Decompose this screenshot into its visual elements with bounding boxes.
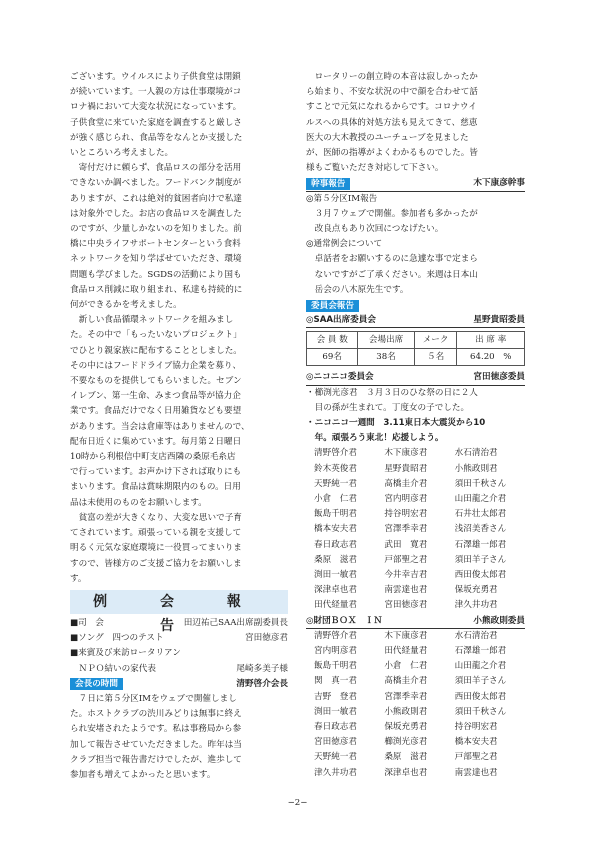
member-name: 津久井功君 [314, 767, 357, 778]
niconico-item-line: 目の孫が生まれて。丁度女の子でした。 [314, 402, 470, 413]
president-time-text [70, 692, 288, 783]
member-name: 戸部聖之君 [384, 554, 428, 565]
member-name: 須田羊子さん [454, 554, 507, 565]
member-name: 石井壮太郎君 [454, 509, 507, 520]
niconico-committee-member: 宮田徳彦委員 [473, 372, 525, 383]
text-line: クラブ担当で報告書だけでしたが、進歩して [70, 754, 242, 765]
member-name: 宮澤季幸君 [384, 691, 428, 702]
member-name: 春日政志君 [314, 722, 357, 733]
attendance-value-row [307, 349, 525, 366]
member-name: 清野啓介君 [314, 630, 357, 641]
secretary-report-header [306, 176, 525, 191]
president-name: 清野啓介会長 [236, 678, 288, 689]
text-line: ら始まり、不安な状況の中で顔を合わせて話 [306, 87, 478, 98]
text-line: ７日に第５分区IMをウェブで開催しまし [78, 693, 237, 704]
right-column [306, 70, 525, 781]
member-name: 小熊政則君 [454, 463, 498, 474]
president-time-header [70, 677, 288, 692]
member-name: 髙橋圭介君 [384, 676, 428, 687]
member-name: 深津卓也君 [314, 585, 357, 596]
member-name: 浅沼美香さん [454, 524, 507, 535]
text-line: 子供食堂に来ていた家庭を調査すると厳しさ [70, 117, 242, 128]
member-name: 石澤雄一郎君 [454, 646, 507, 657]
member-name: 橋本安夫君 [314, 524, 357, 535]
text-line: ロータリーの創立時の本音は寂しかったか [314, 72, 478, 82]
saa-committee-member: 星野貴昭委員 [473, 315, 525, 326]
member-name: 清野啓介君 [314, 448, 357, 459]
text-line: のですが、少量しかないのを知りました。前 [70, 224, 242, 235]
secretary-item: ないですがご了承ください。来週は日本山 [314, 269, 478, 280]
text-line: ルスへの具体的対処方法も見えてきて、慈恵 [306, 117, 478, 128]
text-line: 新しい食品循環ネットワークを組みまし [78, 315, 234, 326]
member-name: 南雲達也君 [454, 767, 498, 778]
member-name: 鈴木英俊君 [314, 463, 357, 474]
member-name: 石澤雄一郎君 [454, 539, 507, 550]
meeting-row-label: ■ソング 四つのテスト [70, 633, 164, 644]
member-name: 髙橋圭介君 [384, 478, 428, 489]
foundation-box-title: ◎財団ＢＯＸ ＩＮ [306, 615, 383, 626]
meeting-row [70, 646, 288, 661]
text-line: ネットワークを知り学ばせていただき、環境 [70, 254, 242, 265]
member-name: 星野貴昭君 [384, 463, 428, 474]
member-name: 桑原 滋君 [314, 554, 357, 565]
secretary-item: ◎通常例会について [306, 239, 383, 250]
member-name: 山田龍之介君 [454, 661, 507, 672]
text-line: 何ができるかを考えました。 [70, 300, 182, 311]
member-name: 天野純一君 [314, 752, 357, 763]
text-line: 配布日近くに集めています。毎月第２日曜日 [70, 436, 242, 447]
member-name: 渕田一敏君 [314, 570, 357, 581]
member-name: 須田千秋さん [454, 478, 507, 489]
text-line: があります。当会は倉庫等はありませんので、 [70, 421, 250, 432]
niconico-names-grid [306, 446, 525, 613]
right-intro-paragraph [306, 70, 525, 176]
member-name: 持谷明宏君 [384, 509, 428, 520]
text-line: 医大の大木教授のユーチューブを見ました [306, 132, 469, 143]
food-loss-paragraph [70, 161, 288, 313]
niconico-item-line: ・櫛渕光彦君 ３月３日のひな祭の日に２人 [306, 387, 478, 398]
member-name: 宮内明彦君 [314, 646, 357, 657]
text-line: は対象外でした。お店の食品ロスを調査した [70, 208, 242, 219]
committee-report-header [306, 298, 525, 313]
member-name: 宮田徳彦君 [314, 737, 357, 748]
attendance-header-cell: 会 員 数 [307, 332, 358, 349]
member-name: 小倉 仁君 [384, 661, 428, 672]
text-line: で行っています。お声かけ下されば取りにも [70, 467, 242, 478]
text-line: 不要なものを提供してもらいました。セブン [70, 376, 242, 387]
niconico-week-line: ・ニコニコ一週間 3.11東日本大震災から10 [306, 418, 486, 428]
secretary-item: ◎第５分区IM報告 [306, 193, 378, 204]
member-name: 櫛渕光彦君 [384, 737, 428, 748]
member-name: 宮田徳彦君 [384, 600, 428, 611]
reikai-heading: 例 会 報 告 [70, 590, 288, 614]
secretary-item: 岳会の八木原先生です。 [314, 284, 409, 295]
member-name: 宮澤季幸君 [384, 524, 428, 535]
member-name: 春日政志君 [314, 539, 357, 550]
secretary-report-text [306, 192, 525, 298]
text-line: 加して報告させていただきました。昨年は当 [70, 739, 242, 750]
member-name: 持谷明宏君 [454, 722, 498, 733]
member-name: 保坂充勇君 [384, 722, 428, 733]
member-name: 西田俊太郎君 [454, 570, 507, 581]
secretary-name: 木下康彦幹事 [473, 177, 525, 188]
member-name: 飯島千明君 [314, 661, 357, 672]
text-line: まいります。食品は賞味期限内のもの。日用 [70, 482, 241, 493]
member-name: 小熊政則君 [384, 706, 428, 717]
member-name: 桑原 滋君 [384, 752, 428, 763]
member-name: 西田俊太郎君 [454, 691, 507, 702]
text-line: 10時から利根信中町支店西隣の桑原毛糸店 [70, 452, 236, 463]
niconico-items [306, 386, 525, 416]
text-line: 品は未使用のものをお願いします。 [70, 497, 207, 508]
member-name: 山田龍之介君 [454, 494, 507, 505]
attendance-value-cell: 38名 [358, 349, 414, 366]
member-name: 木下康彦君 [384, 630, 428, 641]
page-number: −2− [287, 798, 308, 808]
attendance-header-cell: 会場出席 [358, 332, 414, 349]
text-line: が強く感じられ、食品等をなんとか支援した [70, 132, 243, 143]
attendance-value-cell: 64.20 % [457, 349, 525, 366]
attendance-value-cell: 69名 [307, 349, 358, 366]
closing-paragraph [70, 511, 288, 587]
member-name: 今井幸吉君 [384, 570, 428, 581]
text-line: すことで元気になれるからです。コロナウイ [306, 102, 477, 113]
text-line: イレブン、第一生命、みまつ食品等が協力企 [70, 391, 241, 402]
meeting-row-value: 田辺祐己SAA出席副委員長 [183, 617, 288, 628]
member-name: 吉野 登君 [314, 691, 357, 702]
member-name: 田代経量君 [314, 600, 357, 611]
member-name: 天野純一君 [314, 478, 357, 489]
text-line: いところいろ考えました。 [70, 148, 174, 159]
text-line: ありますが、これは絶対的貧困者向けで私達 [70, 193, 242, 204]
member-name: 水石清治君 [454, 448, 498, 459]
saa-committee-header [306, 313, 525, 328]
text-line: 様もご覧いただき対応して下さい。 [306, 163, 444, 174]
text-line: すので、皆様方のご支援ご協力をお願いしま [70, 558, 242, 569]
committee-report-label: 委員会報告 [306, 300, 359, 312]
member-name: 武田 寛君 [384, 539, 428, 550]
text-line: ロナ禍において大変な状況になっています。 [70, 102, 242, 113]
attendance-value-cell: ５名 [414, 349, 457, 366]
text-line: ございます。ウイルスにより子供食堂は閉鎖 [70, 72, 241, 82]
text-line: 寄付だけに頼らず、食品ロスの部分を活用 [78, 163, 242, 174]
member-name: 宮内明彦君 [384, 494, 428, 505]
meeting-row-value: 宮田徳彦君 [245, 633, 288, 644]
text-line: た。ホストクラブの渋川みどりは無事に終え [70, 709, 242, 720]
attendance-header-row [307, 332, 525, 349]
text-line: が続いています。一人親の方は仕事環境がコ [70, 87, 242, 98]
meeting-row-label: ■来賓及び来訪ロータリアン [70, 648, 181, 659]
member-name: 飯島千明君 [314, 509, 357, 520]
text-line: す。 [70, 573, 87, 584]
president-time-label: 会長の時間 [70, 678, 123, 690]
attendance-header-cell: 出 席 率 [457, 332, 525, 349]
member-name: 橋本安夫君 [454, 737, 498, 748]
text-line: 問題も学びました。SGDSの活動により国も [70, 269, 242, 280]
member-name: 木下康彦君 [384, 448, 428, 459]
text-line: でひとり親家族に配布することとしました。 [70, 345, 242, 356]
member-name: 水石清治君 [454, 630, 498, 641]
network-paragraph [70, 313, 288, 511]
text-line: 橋に中央ライフサポートセンターという食料 [70, 239, 241, 250]
text-line: 明るく元気な家庭環境に一役買ってまいりま [70, 543, 242, 554]
niconico-committee-title: ◎ニコニコ委員会 [306, 372, 374, 383]
niconico-committee-header [306, 370, 525, 385]
meeting-row [70, 662, 288, 677]
text-line: た。その中で「もったいないプロジェクト」 [70, 330, 242, 341]
member-name: 小倉 仁君 [314, 494, 357, 505]
intro-paragraph [70, 70, 288, 161]
attendance-table [306, 331, 525, 366]
text-line: その中にはフードドライブ協力企業を募り、 [70, 360, 242, 371]
foundation-box-names-grid [306, 629, 525, 781]
text-line: 業です。食品だけでなく日用雑貨なども要望 [70, 406, 242, 417]
secretary-item: ３月７ウェブで開催。参加者も多かったが [314, 208, 478, 219]
text-line: 貧富の差が大きくなり、大変な思いで子育 [78, 512, 242, 523]
member-name: 須田千秋さん [454, 706, 507, 717]
meeting-row-label: ■司 会 [70, 617, 104, 628]
text-line: できないか調べました。フードバンク制度が [70, 178, 242, 189]
meeting-row-value: 尾崎多美子様 [236, 663, 288, 674]
member-name: 保坂充勇君 [454, 585, 498, 596]
secretary-item: 改良点もあり次回につなげたい。 [314, 224, 444, 235]
niconico-week-line: 年。頑張ろう東北！応援しよう。 [314, 433, 444, 444]
member-name: 深津卓也君 [384, 767, 428, 778]
member-name: 渕田一敏君 [314, 706, 357, 717]
secretary-item: 卓話者をお願いするのに急遽な事で定まら [314, 254, 478, 265]
text-line: られ安堵されたようです。私は事務局から参 [70, 724, 242, 735]
text-line: 参加者も増えてよかったと思います。 [70, 769, 216, 780]
attendance-header-cell: メーク [414, 332, 457, 349]
text-line: 食品ロス削減に取り組まれ、私達も持続的に [70, 284, 243, 295]
member-name: 戸部聖之君 [454, 752, 498, 763]
niconico-week [306, 416, 525, 446]
saa-committee-title: ◎SAA出席委員会 [306, 315, 376, 326]
member-name: 南雲達也君 [384, 585, 428, 596]
member-name: 田代経量君 [384, 646, 428, 657]
meeting-row-label: ＮＰＯ結いの家代表 [70, 663, 156, 674]
secretary-report-label: 幹事報告 [306, 178, 350, 190]
text-line: てされています。頑張っている親を支援して [70, 528, 242, 539]
member-name: 関 真一君 [314, 676, 357, 687]
text-line: が、医師の指導がよくわかるものでした。皆 [306, 148, 478, 159]
foundation-box-member: 小熊政則委員 [473, 615, 525, 626]
foundation-box-header [306, 614, 525, 629]
left-column [70, 70, 288, 783]
member-name: 須田羊子さん [454, 676, 507, 687]
member-name: 津久井功君 [454, 600, 498, 611]
